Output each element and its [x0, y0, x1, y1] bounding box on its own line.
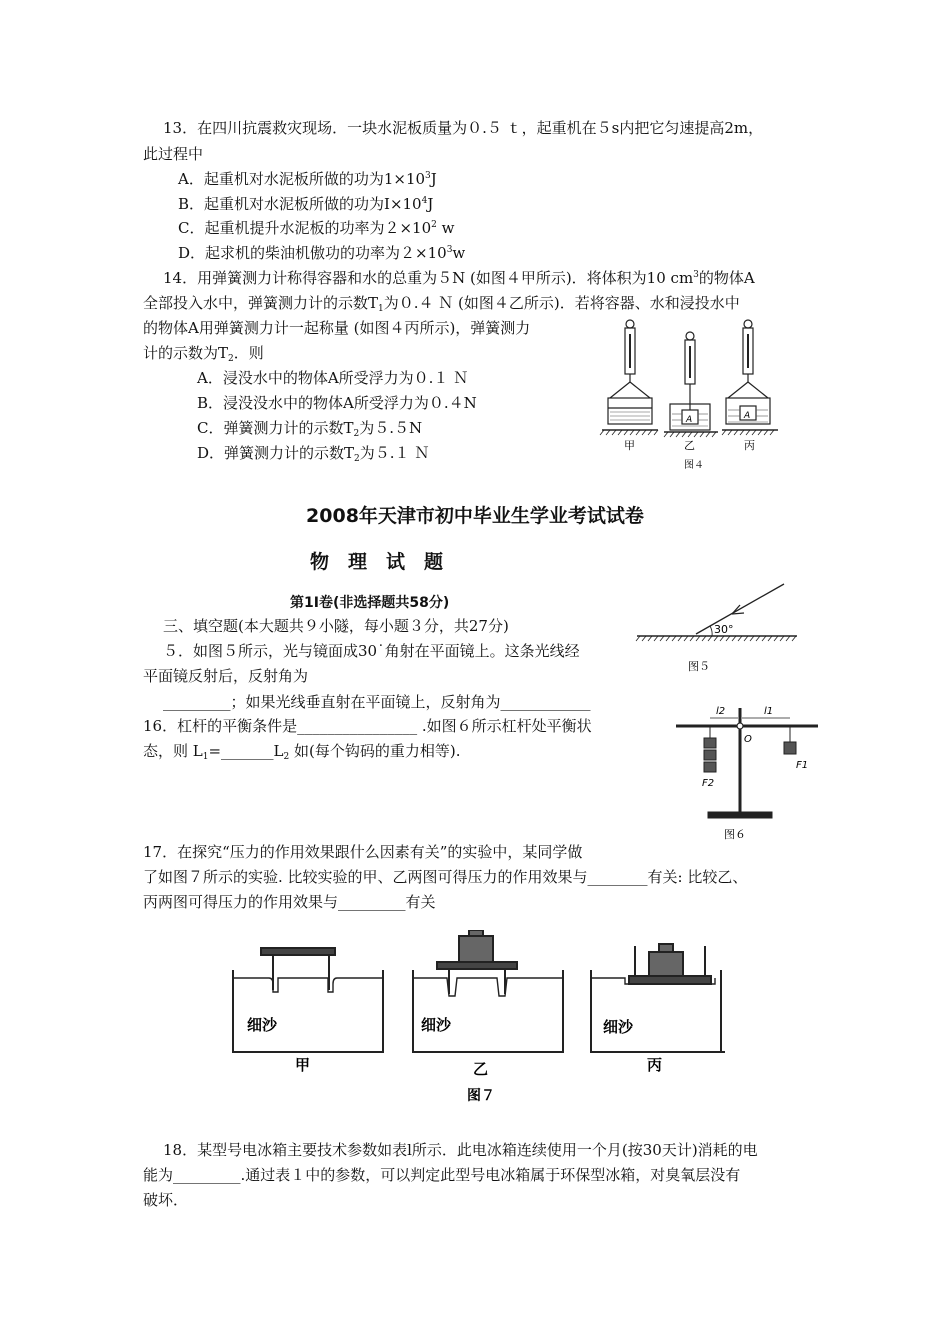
q15-line1: ５．如图５所示，光与镜面成30˙角射在平面镜上。这条光线经 [163, 642, 580, 660]
fig7-label-bing: 丙 [647, 1056, 663, 1074]
fig7-tank-jia [233, 948, 383, 1052]
fig5-caption: 图５ [688, 660, 710, 673]
q17-line3: 丙两图可得压力的作用效果与_________有关 [143, 893, 436, 911]
q13-option-b: B．起重机对水泥板所做的功为$I\times 10^4J$ [178, 195, 434, 213]
fig4-caption: 图４ [684, 460, 704, 471]
fig6-f1-label: F1 [796, 760, 809, 771]
q13-option-a: A．起重机对水泥板所做的功为$1\times 10^3J$ [178, 170, 437, 188]
fig4-water-jia [610, 412, 650, 420]
figure-4 [598, 314, 798, 474]
q13-option-d: D．起求机的柴油机傲功的功率为$2\times 10^3w$ [178, 244, 466, 262]
q13-stem-line2: 此过程中 [143, 145, 204, 163]
fig7-label-jia: 甲 [295, 1056, 311, 1074]
fig5-angle-label: 30° [714, 623, 734, 636]
q18-blank[interactable]: _________ [173, 1166, 241, 1184]
q17-blank-1[interactable]: ________ [587, 868, 648, 886]
fig4-scale-jia [608, 320, 652, 424]
fig4-block-label-bing: A [744, 411, 751, 421]
fig4-block-label-yi: A [686, 415, 693, 425]
q17-line1: 17．在探究“压力的作用效果跟什么因素有关”的实验中，某同学做 [143, 843, 583, 861]
fig6-left-weights [704, 726, 716, 772]
q14-option-a: A．浸没水中的物体A所受浮力为０.１ Ｎ [197, 369, 469, 387]
figure-5 [632, 578, 802, 676]
fig7-label-yi: 乙 [473, 1060, 489, 1078]
fig6-right-weight [784, 726, 796, 754]
fig6-pivot-label: O [744, 734, 752, 745]
q13-stem-line1: 13．在四川抗震救灾现场．一块水泥板质量为０.５ ｔ，起重机在５s内把它匀速提高2m， [163, 119, 764, 137]
q15-blank-1[interactable]: _________ [163, 693, 231, 711]
q14-line2: 全部投入水中，弹簧测力计的示数$T_1$为０.４ Ｎ (如图４乙所示)．若将容器、水和浸投水中 [143, 294, 740, 314]
q15-line2: 平面镜反射后，反射角为 [143, 667, 309, 685]
fig6-pivot [737, 723, 743, 729]
q16-line1: 16．杠杆的平衡条件是________________ .如图６所示杠杆处平衡状 [143, 717, 592, 735]
q14-option-b: B．浸没没水中的物体A所受浮力为０.４N [197, 394, 477, 412]
q16-line2: 态，则 $L_1=\_\_\_\_\_\_\_L_2$ 如(每个钩码的重力相等). [143, 742, 461, 762]
q14-option-c: C．弹簧测力计的示数$T_2$为５.５N [197, 419, 423, 439]
section-title: 第1I卷(非选择题共58分) [290, 595, 450, 611]
q14-line4: 计的示数为$T_2$．则 [143, 344, 264, 364]
fig6-f2-label: F2 [702, 778, 715, 789]
fig6-base [708, 812, 772, 818]
part-heading: 三、填空题(本大题共９小隧，每小题３分，共27分) [163, 617, 509, 635]
q15-line3: _________；如果光线垂直射在平面镜上，反射角为____________ [163, 693, 591, 711]
q17-blank-2[interactable]: _________ [338, 893, 406, 911]
q13-option-c: C．起重机提升水泥板的功率为$2\times 10^2$ w [178, 219, 455, 237]
q14-line3: 的物体A用弹簧测力计一起称量 (如图４丙所示)，弹簧测力 [143, 319, 531, 337]
exam-title: 2008年天津市初中毕业生学业考试试卷 [306, 505, 644, 527]
q14-option-d: D．弹簧测力计的示数$T_2$为５.１ Ｎ [197, 444, 430, 464]
q16-blank-1[interactable]: ________________ [297, 717, 418, 735]
fig7-sand-label-yi: 细沙 [421, 1016, 452, 1034]
fig7-caption: 图７ [467, 1088, 495, 1104]
q15-blank-2[interactable]: ____________ [500, 693, 591, 711]
q17-line2: 了如图７所示的实验. 比较实验的甲、乙两图可得压力的作用效果与________有关: 比较乙、 [143, 868, 748, 886]
fig5-angle-arc [710, 626, 712, 636]
fig6-l2-label: l2 [716, 706, 726, 717]
fig7-sand-label-bing: 细沙 [603, 1018, 634, 1036]
q18-line3: 破坏． [143, 1191, 189, 1209]
fig4-ground [600, 430, 778, 437]
figure-7 [225, 930, 725, 1110]
q16-blank-2[interactable]: _______ [221, 742, 274, 760]
figure-6 [672, 694, 822, 844]
fig4-label-bing: 丙 [744, 439, 755, 452]
fig4-scale-bing [726, 320, 770, 424]
fig4-label-jia: 甲 [624, 439, 635, 452]
fig7-sand-label-jia: 细沙 [247, 1016, 278, 1034]
q18-line1: 18．某型号电冰箱主要技术参数如表l所示．此电冰箱连续使用一个月(按30天计)消耗的电 [163, 1141, 758, 1159]
fig4-label-yi: 乙 [684, 439, 695, 452]
q18-line2: 能为_________.通过表１中的参数，可以判定此型号电冰箱属于环保型冰箱，对臭氧层没有 [143, 1166, 741, 1184]
fig6-l1-label: l1 [764, 706, 774, 717]
fig6-caption: 图６ [724, 828, 746, 841]
subject-title: 物 理 试 题 [310, 551, 444, 573]
q14-line1: 14．用弹簧测力计称得容器和水的总重为５N (如图４甲所示)．将体积为10 $cm^3$的物体A [163, 269, 755, 287]
fig5-light-ray [696, 584, 784, 634]
